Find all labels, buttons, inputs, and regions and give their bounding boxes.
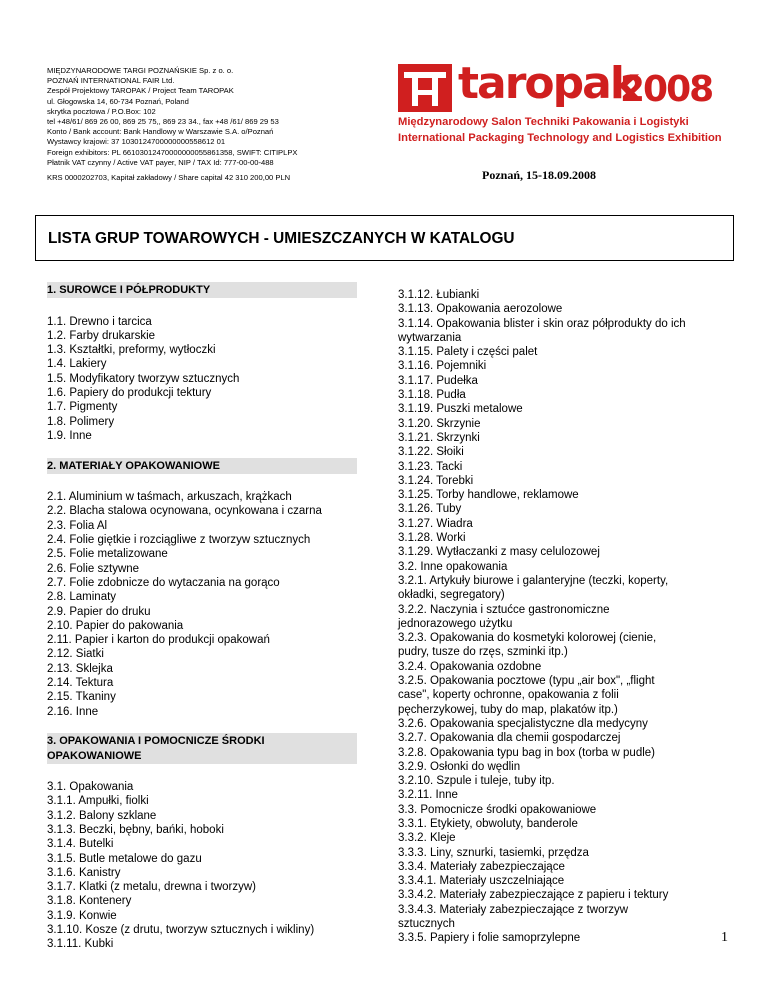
list-item: 3.2.5. Opakowania pocztowe (typu „air box", „flight: [398, 675, 655, 688]
list-item: wytwarzania: [398, 331, 462, 344]
list-item: 3.2. Inne opakowania: [398, 560, 508, 573]
list-item: 3.1.25. Torby handlowe, reklamowe: [398, 489, 579, 502]
list-item: 3.1.19. Puszki metalowe: [398, 403, 523, 416]
list-item: 3.2.11. Inne: [398, 789, 458, 802]
list-item: 3.3.4. Materiały zabezpieczające: [398, 860, 565, 873]
list-item: 3.1.7. Klatki (z metalu, drewna i tworzyw): [47, 881, 256, 894]
list-item: 3.2.1. Artykuły biurowe i galanteryjne (teczki, koperty,: [398, 574, 669, 587]
header-line: POZNAŃ INTERNATIONAL FAIR Ltd.: [47, 76, 175, 86]
list-item: 1.3. Kształtki, preformy, wytłoczki: [47, 344, 216, 357]
company-header: [47, 66, 377, 183]
header-line: Konto / Bank account: Bank Handlowy w Warszawie S.A. o/Poznań: [47, 127, 274, 137]
section-heading-line: 3. OPAKOWANIA I POMOCNICZE ŚRODKI: [47, 735, 265, 748]
list-item: 3.1.18. Pudła: [398, 389, 466, 402]
logo-subtitle-pl: Międzynarodowy Salon Techniki Pakowania i Logistyki: [398, 116, 689, 128]
list-item: 3.2.2. Naczynia i sztućce gastronomiczne: [398, 603, 610, 616]
logo-mark-icon: [398, 64, 452, 112]
list-item: 3.1.21. Skrzynki: [398, 431, 480, 444]
list-item: 3.1.1. Ampułki, fiolki: [47, 795, 149, 808]
list-item: 3.1.22. Słoiki: [398, 446, 464, 459]
list-item: 3.1.24. Torebki: [398, 474, 474, 487]
list-item: 2.9. Papier do druku: [47, 605, 151, 618]
list-item: 1.6. Papiery do produkcji tektury: [47, 387, 212, 400]
list-item: pęcherzykowej, tuby do map, plakatów itp.): [398, 703, 618, 716]
list-item: 3.3. Pomocnicze środki opakowaniowe: [398, 803, 597, 816]
header-line: Foreign exhibitors: PL 66103012470000000055861358, SWIFT: CITIPLPX: [47, 147, 298, 157]
place-date: Poznań, 15-18.09.2008: [482, 168, 596, 182]
list-item: 2.16. Inne: [47, 705, 99, 718]
list-item: sztucznych: [398, 918, 455, 931]
section-3-list: [47, 780, 357, 952]
list-item: 1.4. Lakiery: [47, 358, 107, 371]
list-item: 2.8. Laminaty: [47, 591, 117, 604]
list-item: 2.5. Folie metalizowane: [47, 548, 168, 561]
list-item: jednorazowego użytku: [398, 617, 513, 630]
list-item: 2.13. Sklejka: [47, 662, 113, 675]
list-item: 3.3.3. Liny, sznurki, tasiemki, przędza: [398, 846, 589, 859]
list-item: okładki, segregatory): [398, 589, 505, 602]
list-item: 3.3.1. Etykiety, obwoluty, banderole: [398, 817, 578, 830]
list-item: 3.1.28. Worki: [398, 532, 466, 545]
list-item: 3.3.4.2. Materiały zabezpieczające z papieru i tektury: [398, 889, 669, 902]
list-item: 3.1.13. Opakowania aerozolowe: [398, 303, 563, 316]
list-item: 3.1.23. Tacki: [398, 460, 463, 473]
right-column: [398, 288, 728, 946]
list-item: 3.1.4. Butelki: [47, 838, 114, 851]
taropak-logo: [398, 58, 738, 148]
list-item: 3.1.14. Opakowania blister i skin oraz półprodukty do ich: [398, 317, 686, 330]
list-item: 3.2.3. Opakowania do kosmetyki kolorowej (cienie,: [398, 632, 657, 645]
list-item: 3.1.27. Wiadra: [398, 517, 473, 530]
list-item: 3.1.26. Tuby: [398, 503, 462, 516]
section-2-list: [47, 490, 357, 719]
list-item: 3.2.6. Opakowania specjalistyczne dla medycyny: [398, 717, 648, 730]
list-item: 1.9. Inne: [47, 429, 92, 442]
list-item: 2.14. Tektura: [47, 677, 114, 690]
list-item: 2.1. Aluminium w taśmach, arkuszach, krążkach: [47, 491, 292, 504]
section-heading: [47, 733, 357, 764]
header-line: skrytka pocztowa / P.O.Box: 102: [47, 106, 156, 116]
section-3-continued-list: [398, 288, 728, 946]
section-heading-line: OPAKOWANIOWE: [47, 749, 142, 762]
list-item: 2.6. Folie sztywne: [47, 562, 140, 575]
list-item: 3.1.12. Łubianki: [398, 289, 480, 301]
section-heading: 2. MATERIAŁY OPAKOWANIOWE: [47, 458, 357, 474]
section-1-list: [47, 315, 357, 444]
list-item: 3.3.4.3. Materiały zabezpieczające z tworzyw: [398, 903, 629, 916]
list-item: 3.1.5. Butle metalowe do gazu: [47, 852, 202, 865]
header-line: Płatnik VAT czynny / Active VAT payer, NIP / TAX Id: 777-00-00-488: [47, 157, 274, 167]
list-item: 1.5. Modyfikatory tworzyw sztucznych: [47, 372, 240, 385]
list-item: 2.7. Folie zdobnicze do wytaczania na gorąco: [47, 576, 280, 589]
logo-year: 2008: [620, 69, 713, 110]
list-item: case", koperty ochronne, opakowania z folii: [398, 689, 619, 702]
list-item: 2.4. Folie giętkie i rozciągliwe z tworzyw sztucznych: [47, 534, 311, 547]
list-item: pudry, tusze do rzęs, szminki itp.): [398, 646, 568, 659]
header-line: Wystawcy krajowi: 37 1030124700000000558612 01: [47, 137, 226, 147]
krs-line: KRS 0000202703, Kapitał zakładowy / Share capital 42 310 200,00 PLN: [47, 173, 291, 183]
list-item: 2.2. Blacha stalowa ocynowana, ocynkowana i czarna: [47, 505, 322, 518]
page-number: 1: [721, 930, 728, 945]
list-item: 3.1.17. Pudełka: [398, 374, 478, 387]
logo-brand: taropak: [458, 58, 638, 109]
list-item: 3.1.8. Kontenery: [47, 895, 132, 908]
list-item: 2.11. Papier i karton do produkcji opakowań: [47, 634, 270, 647]
list-item: 3.1. Opakowania: [47, 781, 134, 794]
list-item: 3.1.16. Pojemniki: [398, 360, 487, 373]
list-item: 2.15. Tkaniny: [47, 691, 116, 704]
header-line: ul. Głogowska 14, 60-734 Poznań, Poland: [47, 96, 189, 106]
list-item: 3.2.8. Opakowania typu bag in box (torba w pudle): [398, 746, 655, 759]
list-item: 3.1.10. Kosze (z drutu, tworzyw sztucznych i wikliny): [47, 924, 315, 937]
list-item: 3.1.20. Skrzynie: [398, 417, 481, 430]
header-line: tel +48/61/ 869 26 00, 869 25 75,, 869 23 34., fax +48 /61/ 869 29 53: [47, 117, 279, 127]
list-item: 3.2.10. Szpule i tuleje, tuby itp.: [398, 775, 555, 788]
left-column: [47, 282, 357, 952]
page-title: LISTA GRUP TOWAROWYCH - UMIESZCZANYCH W KATALOGU: [48, 230, 515, 247]
list-item: 2.3. Folia Al: [47, 519, 108, 532]
list-item: 2.12. Siatki: [47, 648, 104, 661]
list-item: 1.8. Polimery: [47, 415, 115, 428]
title-box: [35, 215, 734, 261]
header-line: Zespół Projektowy TAROPAK / Project Team TAROPAK: [47, 86, 234, 96]
logo-subtitle-en: International Packaging Technology and Logistics Exhibition: [398, 132, 722, 144]
list-item: 3.1.11. Kubki: [47, 938, 114, 951]
list-item: 3.1.6. Kanistry: [47, 866, 121, 879]
list-item: 3.1.2. Balony szklane: [47, 809, 157, 822]
list-item: 3.1.29. Wytłaczanki z masy celulozowej: [398, 546, 600, 559]
list-item: 3.3.2. Kleje: [398, 832, 456, 845]
list-item: 3.1.3. Beczki, bębny, bańki, hoboki: [47, 823, 224, 836]
list-item: 1.7. Pigmenty: [47, 401, 118, 414]
list-item: 3.1.15. Palety i części palet: [398, 346, 538, 359]
list-item: 3.2.7. Opakowania dla chemii gospodarczej: [398, 732, 621, 745]
list-item: 2.10. Papier do pakowania: [47, 619, 184, 632]
list-item: 3.1.9. Konwie: [47, 909, 117, 922]
list-item: 1.1. Drewno i tarcica: [47, 315, 152, 328]
section-heading: 1. SUROWCE I PÓŁPRODUKTY: [47, 282, 357, 298]
list-item: 3.2.9. Osłonki do wędlin: [398, 760, 521, 773]
list-item: 3.3.5. Papiery i folie samoprzylepne: [398, 932, 581, 945]
list-item: 1.2. Farby drukarskie: [47, 329, 156, 342]
list-item: 3.3.4.1. Materiały uszczelniające: [398, 875, 565, 888]
list-item: 3.2.4. Opakowania ozdobne: [398, 660, 542, 673]
header-line: MIĘDZYNARODOWE TARGI POZNAŃSKIE Sp. z o. o.: [47, 66, 234, 75]
